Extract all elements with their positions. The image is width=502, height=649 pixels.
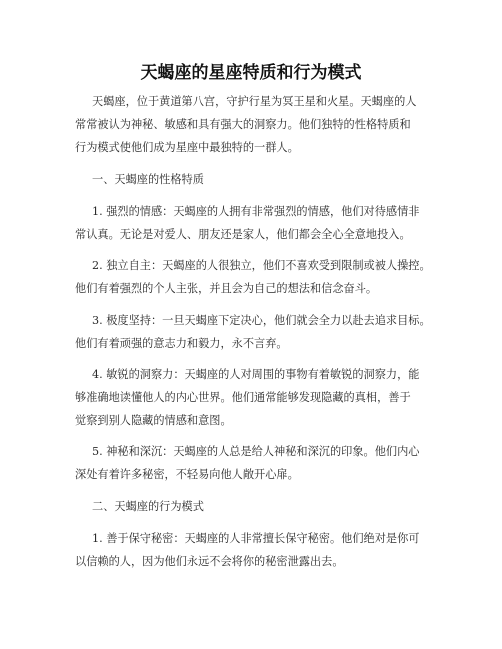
behavior-line: 以信赖的人，因为他们永远不会将你的秘密泄露出去。 [75, 555, 344, 568]
trait-line: 3. 极度坚持：一旦天蝎座下定决心，他们就会全力以赴去追求目标。 [92, 314, 431, 327]
trait-line: 够准确地读懂他人的内心世界。他们通常能够发现隐藏的真相，善于 [75, 391, 411, 404]
intro-line: 常常被认为神秘、敏感和具有强大的洞察力。他们独特的性格特质和 [75, 118, 411, 131]
trait-line: 1. 强烈的情感：天蝎座的人拥有非常强烈的情感，他们对待感情非 [92, 205, 420, 218]
document-title: 天蝎座的星座特质和行为模式 [140, 63, 362, 83]
intro-line: 天蝎座，位于黄道第八宫，守护行星为冥王星和火星。天蝎座的人 [92, 95, 417, 108]
trait-line: 他们有着顽强的意志力和毅力，永不言弃。 [75, 337, 288, 350]
section-heading: 一、天蝎座的性格特质 [92, 173, 204, 186]
trait-line: 5. 神秘和深沉：天蝎座的人总是给人神秘和深沉的印象。他们内心 [92, 445, 420, 458]
trait-line: 4. 敏锐的洞察力：天蝎座的人对周围的事物有着敏锐的洞察力，能 [92, 368, 420, 381]
trait-line: 深处有着许多秘密，不轻易向他人敞开心扉。 [75, 468, 299, 481]
behavior-line: 1. 善于保守秘密：天蝎座的人非常擅长保守秘密。他们绝对是你可 [92, 532, 420, 545]
trait-line: 常认真。无论是对爱人、朋友还是家人，他们都会全心全意地投入。 [75, 228, 411, 241]
trait-line: 觉察到别人隐藏的情感和意图。 [75, 414, 232, 427]
intro-line: 行为模式使他们成为星座中最独特的一群人。 [75, 141, 299, 154]
trait-line: 他们有着强烈的个人主张，并且会为自己的想法和信念奋斗。 [75, 282, 378, 295]
section-heading: 二、天蝎座的行为模式 [92, 500, 204, 513]
trait-line: 2. 独立自主：天蝎座的人很独立，他们不喜欢受到限制或被人操控。 [92, 259, 431, 272]
